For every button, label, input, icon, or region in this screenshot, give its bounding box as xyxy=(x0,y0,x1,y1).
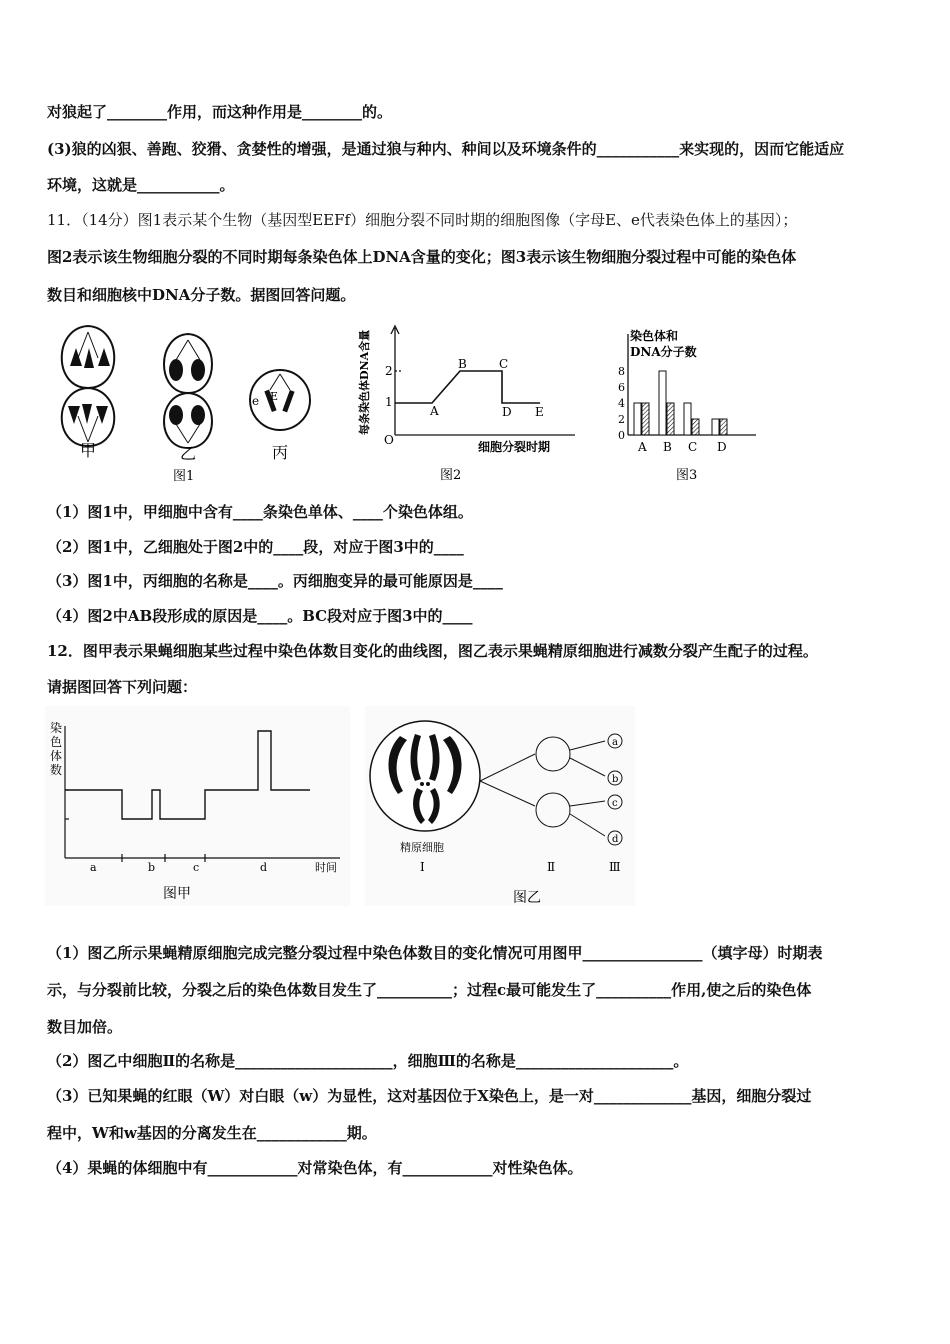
y-tick-label: 6 xyxy=(618,381,625,394)
text-line: （3）已知果蝇的红眼（W）对白眼（w）为显性，这对基因位于X染色上，是一对_____________基因，细胞分裂过 xyxy=(47,1087,812,1105)
chromosome-bar xyxy=(634,403,641,435)
text-line: （2）图1中，乙细胞处于图2中的____段，对应于图3中的____ xyxy=(47,538,464,556)
text-line: 数目和细胞核中DNA分子数。据图回答问题。 xyxy=(47,286,356,304)
text-line: 图2表示该生物细胞分裂的不同时期每条染色体上DNA含量的变化；图3表示该生物细胞分裂过程中可能的染色体 xyxy=(47,248,797,266)
gene-label: E xyxy=(270,390,279,403)
x-tick-label: C xyxy=(688,440,698,454)
period-label: a xyxy=(90,861,97,874)
point-label: A xyxy=(430,404,439,418)
figure-yi xyxy=(365,706,635,906)
dna-bar xyxy=(667,403,674,435)
y-tick-label: 2 xyxy=(618,413,625,426)
question-12-stem: 12．图甲表示果蝇细胞某些过程中染色体数目变化的曲线图，图乙表示果蝇精原细胞进行减数分裂产生配子的过程。 xyxy=(47,642,818,660)
chromosome-bar xyxy=(659,371,666,435)
cell-label: 甲 xyxy=(80,441,97,460)
text-line: (3)狼的凶狠、善跑、狡猾、贪婪性的增强，是通过狼与种内、种间以及环境条件的___________来实现的，因而它能适应 xyxy=(47,140,845,158)
x-tick-label: B xyxy=(663,440,672,454)
origin-label: O xyxy=(384,433,394,447)
text-line: （2）图乙中细胞Ⅱ的名称是_____________________，细胞Ⅲ的名称是_____________________。 xyxy=(47,1052,689,1070)
figure-caption: 图1 xyxy=(173,469,195,484)
chromosome-bar xyxy=(684,403,691,435)
y-tick-label: 1 xyxy=(385,395,393,409)
y-axis-label: 染色体和 xyxy=(630,329,679,343)
x-tick-label: A xyxy=(638,440,647,454)
figure-3 xyxy=(608,322,768,487)
x-axis-label: 细胞分裂时期 xyxy=(478,440,551,454)
point-label: C xyxy=(499,357,509,371)
text-line: 数目加倍。 xyxy=(47,1018,123,1036)
cell-label: 丙 xyxy=(272,443,289,462)
text-line: 对狼起了________作用，而这种作用是________的。 xyxy=(47,103,393,121)
y-tick-label: 4 xyxy=(618,397,625,410)
figure-jia xyxy=(45,706,350,906)
gamete-label: c xyxy=(612,798,618,809)
dna-bar xyxy=(642,403,649,435)
dna-bar xyxy=(720,419,727,435)
y-axis-label: 染 xyxy=(50,721,63,735)
stage-label: Ⅲ xyxy=(609,860,621,874)
text-line: （4）图2中AB段形成的原因是____。BC段对应于图3中的____ xyxy=(47,607,473,625)
y-axis-label: 数 xyxy=(50,763,63,777)
point-label: E xyxy=(535,405,544,419)
question-11-stem: 11．（14分）图1表示某个生物（基因型EEFf）细胞分裂不同时期的细胞图像（字母E、e代表染色体上的基因）； xyxy=(47,211,798,229)
cell-label: 精原细胞 xyxy=(400,841,444,854)
text-line: （1）图1中，甲细胞中含有____条染色单体、____个染色体组。 xyxy=(47,503,473,521)
figure-caption: 图甲 xyxy=(163,886,191,902)
figure-caption: 图2 xyxy=(440,468,462,483)
chromosome-bar xyxy=(712,419,719,435)
gamete-label: a xyxy=(612,737,618,748)
text-line: 环境，这就是___________。 xyxy=(47,176,235,194)
text-line: 请据图回答下列问题： xyxy=(47,678,198,696)
text-line: （1）图乙所示果蝇精原细胞完成完整分裂过程中染色体数目的变化情况可用图甲________________（填字母）时期表 xyxy=(47,944,823,962)
y-tick-label: 8 xyxy=(618,365,625,378)
gamete-label: b xyxy=(612,774,619,785)
figure-2 xyxy=(360,320,585,485)
gene-label: e xyxy=(252,394,260,408)
y-axis-label: DNA分子数 xyxy=(630,345,697,359)
text-line: （4）果蝇的体细胞中有____________对常染色体，有____________对性染色体。 xyxy=(47,1159,583,1177)
gamete-label: d xyxy=(612,834,619,845)
figure-1 xyxy=(48,318,323,488)
y-tick-label: 2 xyxy=(385,364,393,378)
figure-caption: 图3 xyxy=(676,468,698,483)
stage-label: Ⅰ xyxy=(420,860,425,874)
x-tick-label: D xyxy=(717,440,727,454)
y-axis-label: 每条染色体DNA含量 xyxy=(358,329,371,435)
cell-label: 乙 xyxy=(180,444,197,463)
point-label: B xyxy=(458,357,467,371)
period-label: d xyxy=(260,861,268,874)
stage-label: Ⅱ xyxy=(547,860,556,874)
y-tick-label: 0 xyxy=(618,429,625,442)
dna-bar xyxy=(692,419,699,435)
y-axis-label: 体 xyxy=(50,749,63,763)
period-label: b xyxy=(148,861,156,874)
text-line: （3）图1中，丙细胞的名称是____。丙细胞变异的最可能原因是____ xyxy=(47,572,503,590)
x-axis-label: 时间 xyxy=(315,861,337,874)
y-axis-label: 色 xyxy=(50,735,63,749)
point-label: D xyxy=(502,405,512,419)
text-line: 示，与分裂前比较，分裂之后的染色体数目发生了__________；过程c最可能发生了__________作用,使之后的染色体 xyxy=(47,981,812,999)
dna-content-line xyxy=(395,371,540,403)
period-label: c xyxy=(193,861,200,874)
figure-caption: 图乙 xyxy=(513,890,541,906)
text-line: 程中，W和w基因的分离发生在____________期。 xyxy=(47,1124,377,1142)
